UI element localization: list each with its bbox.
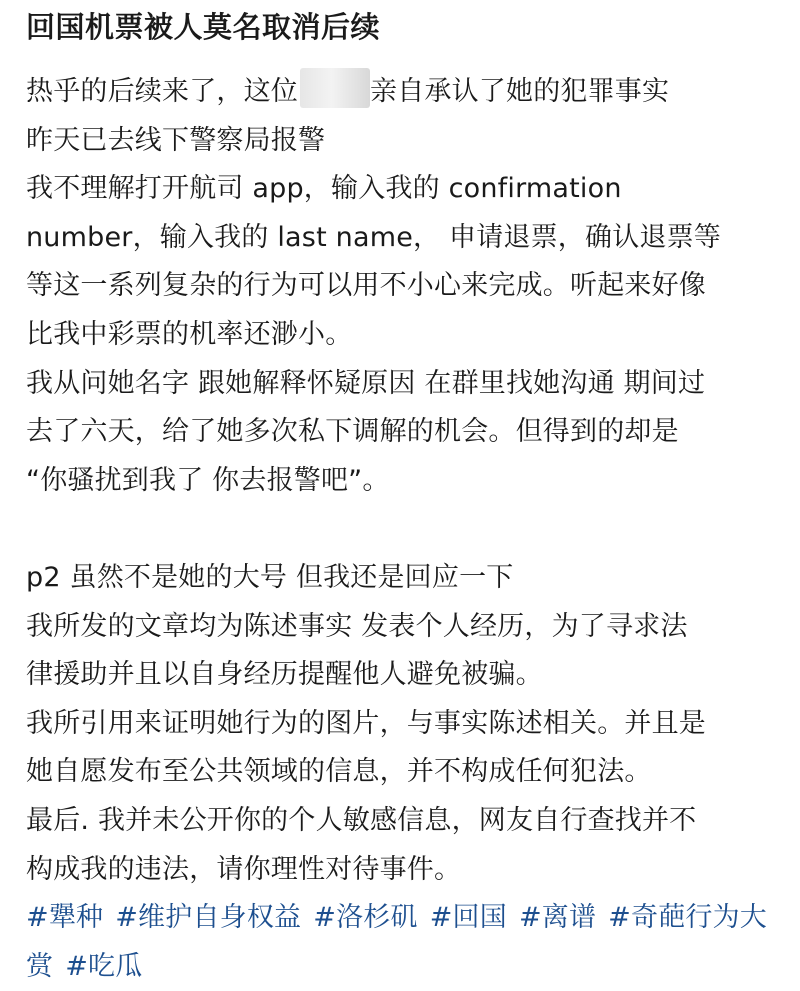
- body-line-1: [26, 68, 786, 117]
- body-line: 我所发的文章均为陈述事实 发表个人经历，为了寻求法: [26, 610, 688, 642]
- body-line: 我所引用来证明她行为的图片，与事实陈述相关。并且是: [26, 707, 706, 739]
- hashtag-link[interactable]: #离谱: [518, 902, 597, 934]
- post-content: [26, 0, 786, 991]
- body-line: 构成我的违法，请你理性对待事件。: [26, 853, 462, 885]
- hashtag-line-1: [26, 894, 786, 943]
- body-line: 她自愿发布至公共领域的信息，并不构成任何犯法。: [26, 756, 652, 788]
- body-line-1-end: 亲自承认了她的犯罪事实: [370, 76, 670, 107]
- body-line: 去了六天，给了她多次私下调解的机会。但得到的却是: [26, 416, 679, 448]
- body-line: 最后. 我并未公开你的个人敏感信息，网友自行查找并不: [26, 804, 697, 836]
- redacted-name-blur: [300, 68, 370, 108]
- body-line: 我不理解打开航司 app，输入我的 confirmation: [26, 173, 622, 205]
- body-line-1-start: 热乎的后续来了，这位: [26, 76, 298, 107]
- hashtag-link[interactable]: #犟种: [26, 902, 104, 934]
- paragraph-gap: [26, 505, 786, 554]
- hashtag-link[interactable]: #奇葩行为大: [608, 902, 767, 934]
- body-line: 昨天已去线下警察局报警: [26, 124, 326, 156]
- hashtag-link[interactable]: #回国: [429, 902, 507, 934]
- hashtag-link[interactable]: #维护自身权益: [115, 902, 302, 934]
- body-line: number，输入我的 last name， 申请退票，确认退票等: [26, 221, 721, 253]
- hashtag-link-continued[interactable]: 赏: [26, 950, 54, 982]
- post-title: 回国机票被人莫名取消后续: [26, 10, 381, 44]
- hashtag-link[interactable]: #吃瓜: [65, 950, 143, 982]
- body-line: p2 虽然不是她的大号 但我还是回应一下: [26, 561, 514, 593]
- hashtag-link[interactable]: #洛杉矶: [313, 902, 418, 934]
- body-line: 律援助并且以自身经历提醒他人避免被骗。: [26, 659, 543, 691]
- body-line: 比我中彩票的机率还渺小。: [26, 318, 353, 350]
- hashtag-line-2: [26, 943, 786, 991]
- body-line: “你骚扰到我了 你去报警吧”。: [26, 464, 390, 496]
- body-line: 等这一系列复杂的行为可以用不小心来完成。听起来好像: [26, 270, 706, 302]
- body-line: 我从问她名字 跟她解释怀疑原因 在群里找她沟通 期间过: [26, 367, 706, 399]
